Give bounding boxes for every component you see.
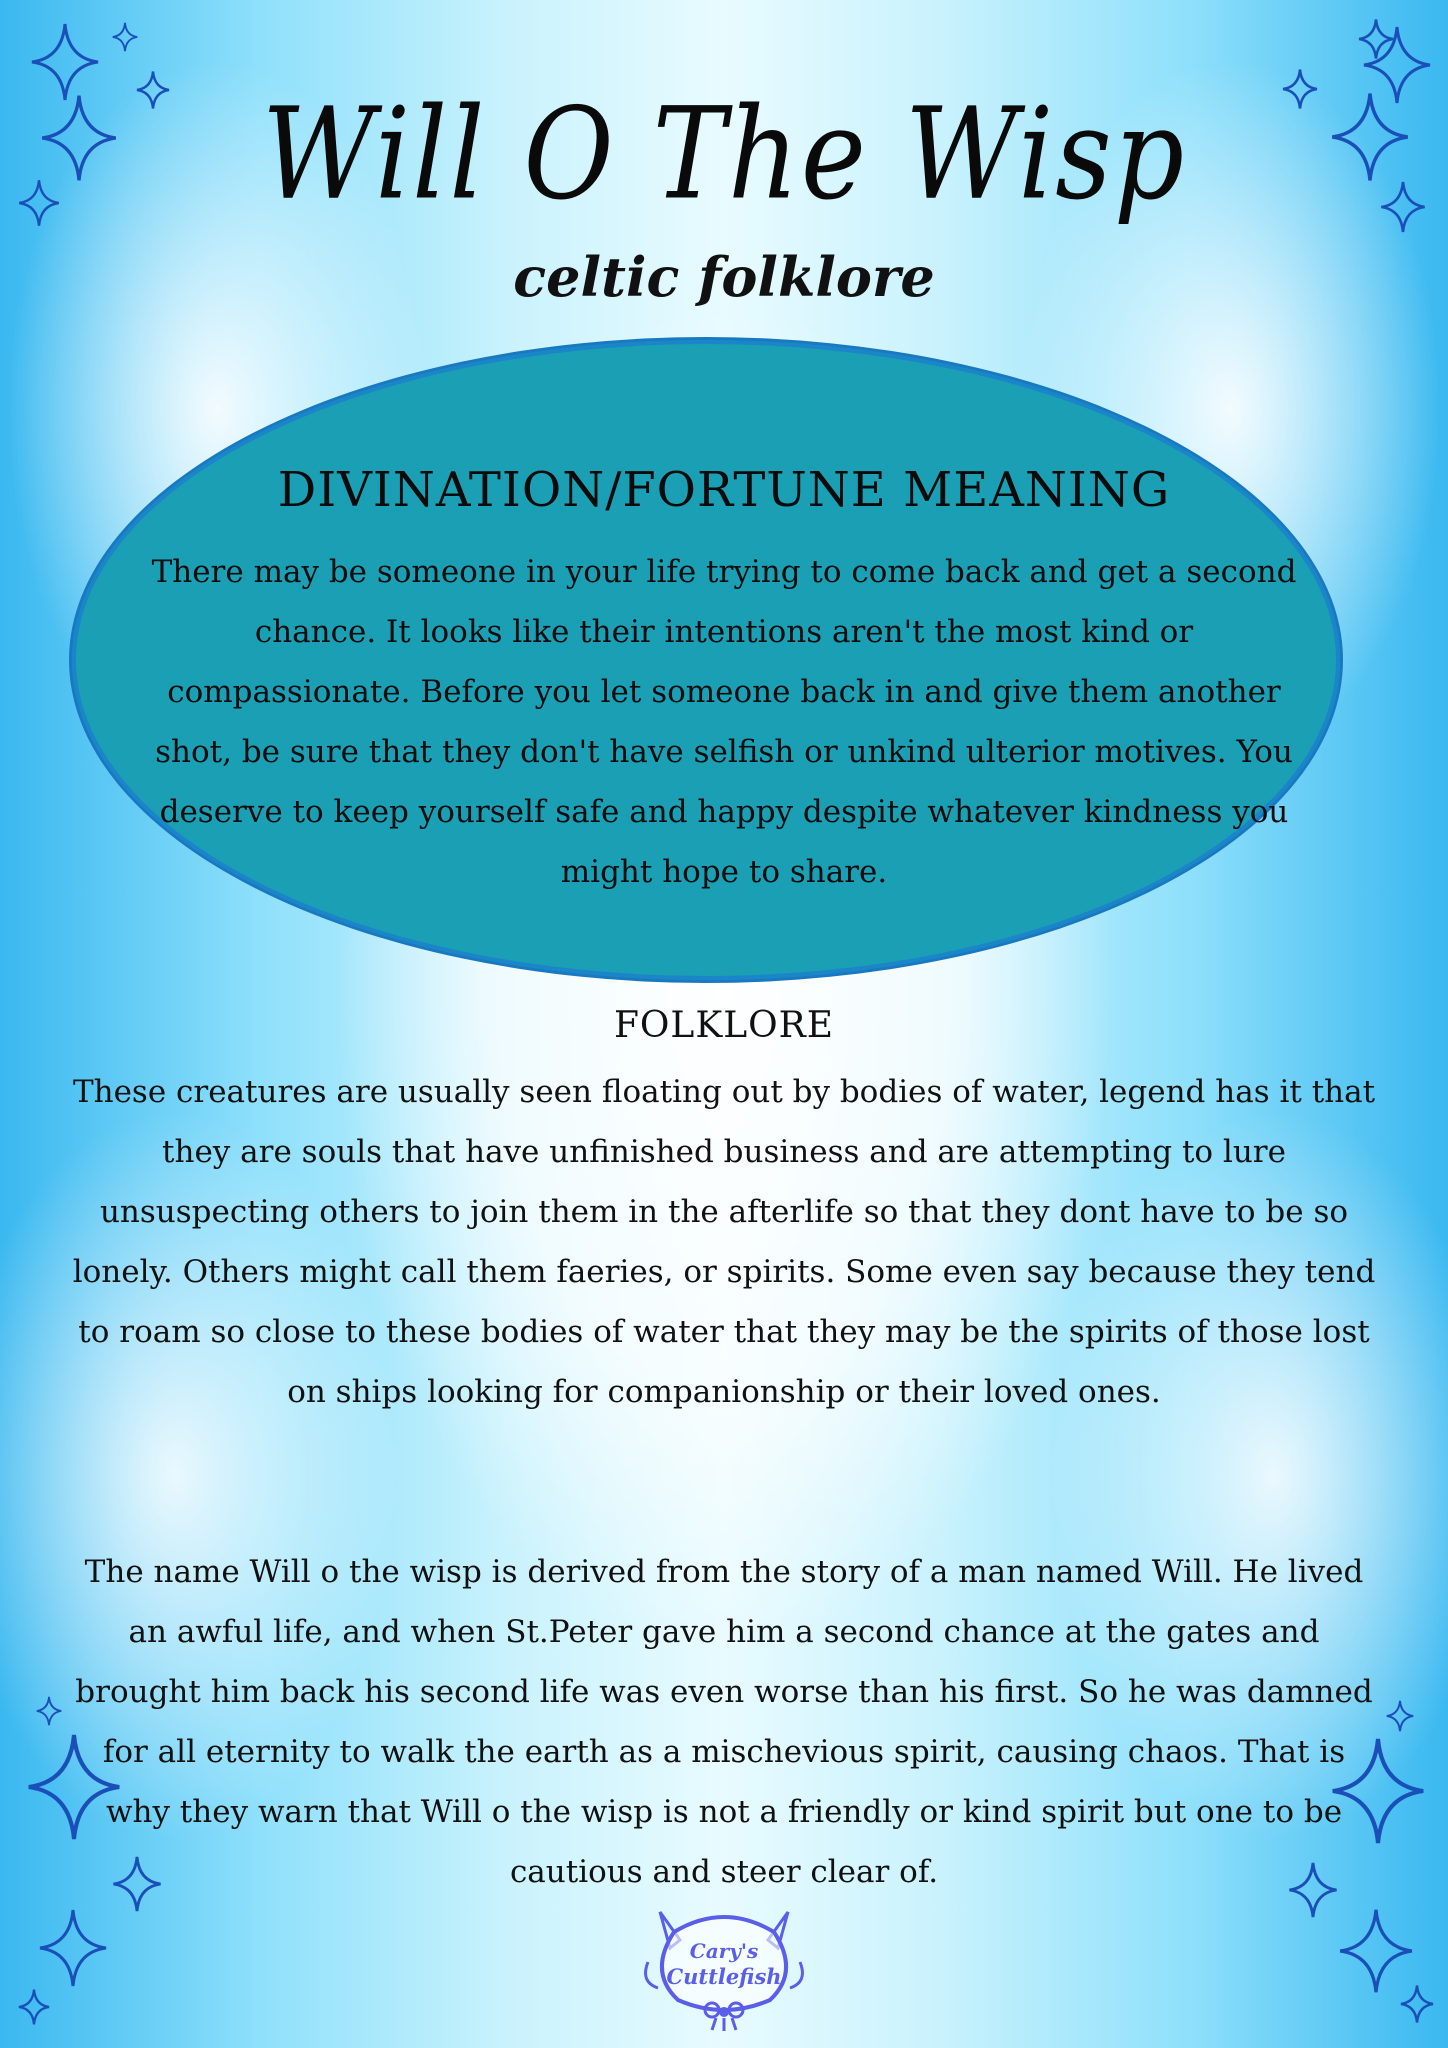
sparkle-star-icon (112, 1854, 162, 1914)
sparkle-star-icon (1282, 68, 1318, 110)
cuttlefish-logo-icon (640, 1902, 808, 2032)
folklore-paragraph-2: The name Will o the wisp is derived from the story of a man named Will. He lived an awful life, and when St.Peter gave him a second chance at the gates and brought him back his second life was even worse than his first. So he was damned for all eternity to walk the earth as a mischevious spirit, causing chaos. That is why they warn that Will o the wisp is not a friendly or kind spirit but one to be cautious and steer clear of. (75, 1554, 1373, 1890)
logo-text-line2: Cuttlefish (666, 1964, 782, 1989)
logo-text-line1: Cary's (689, 1939, 759, 1963)
sparkle-star-icon (112, 22, 138, 52)
divination-text: There may be someone in your life trying to come back and get a second chance. It looks like their intentions aren't the most kind or compassionate. Before you let someone back in and give them another shot, be sure that they don't have selfish or unkind ulterior motives. You deserve to keep yourself safe and happy despite whatever kindness you might hope to share. (151, 554, 1297, 890)
folklore-heading: FOLKLORE (613, 1005, 835, 1046)
sparkle-star-icon (1330, 1734, 1426, 1848)
sparkle-star-icon (136, 70, 170, 110)
sparkle-star-icon (1330, 90, 1410, 184)
folklore-paragraph-1: These creatures are usually seen floating out by bodies of water, legend has it that they are souls that have unfinished business and are attempting to lure unsuspecting others to join them in the afterlife so that they dont have to be so lonely. Others might call them faeries, or spirits. Some even say because they tend to roam so close to these bodies of water that they may be the spirits of those lost on ships looking for companionship or their loved ones. (72, 1074, 1376, 1410)
sparkle-star-icon (18, 1988, 50, 2026)
sparkle-star-icon (1380, 180, 1426, 234)
sparkle-star-icon (18, 178, 60, 228)
sparkle-star-icon (1338, 1906, 1414, 1996)
sparkle-star-icon (38, 1906, 108, 1990)
page-subtitle: celtic folklore (513, 245, 935, 309)
sparkle-star-icon (30, 22, 100, 102)
page-title: Will O The Wisp (261, 80, 1187, 228)
divination-heading: DIVINATION/FORTUNE MEANING (277, 462, 1171, 518)
sparkle-star-icon (26, 1730, 122, 1844)
sparkle-star-icon (1386, 1700, 1414, 1732)
sparkle-star-icon (1400, 1984, 1434, 2024)
sparkle-star-icon (36, 1696, 62, 1726)
sparkle-star-icon (1288, 1860, 1338, 1920)
sparkle-star-icon (40, 92, 118, 184)
